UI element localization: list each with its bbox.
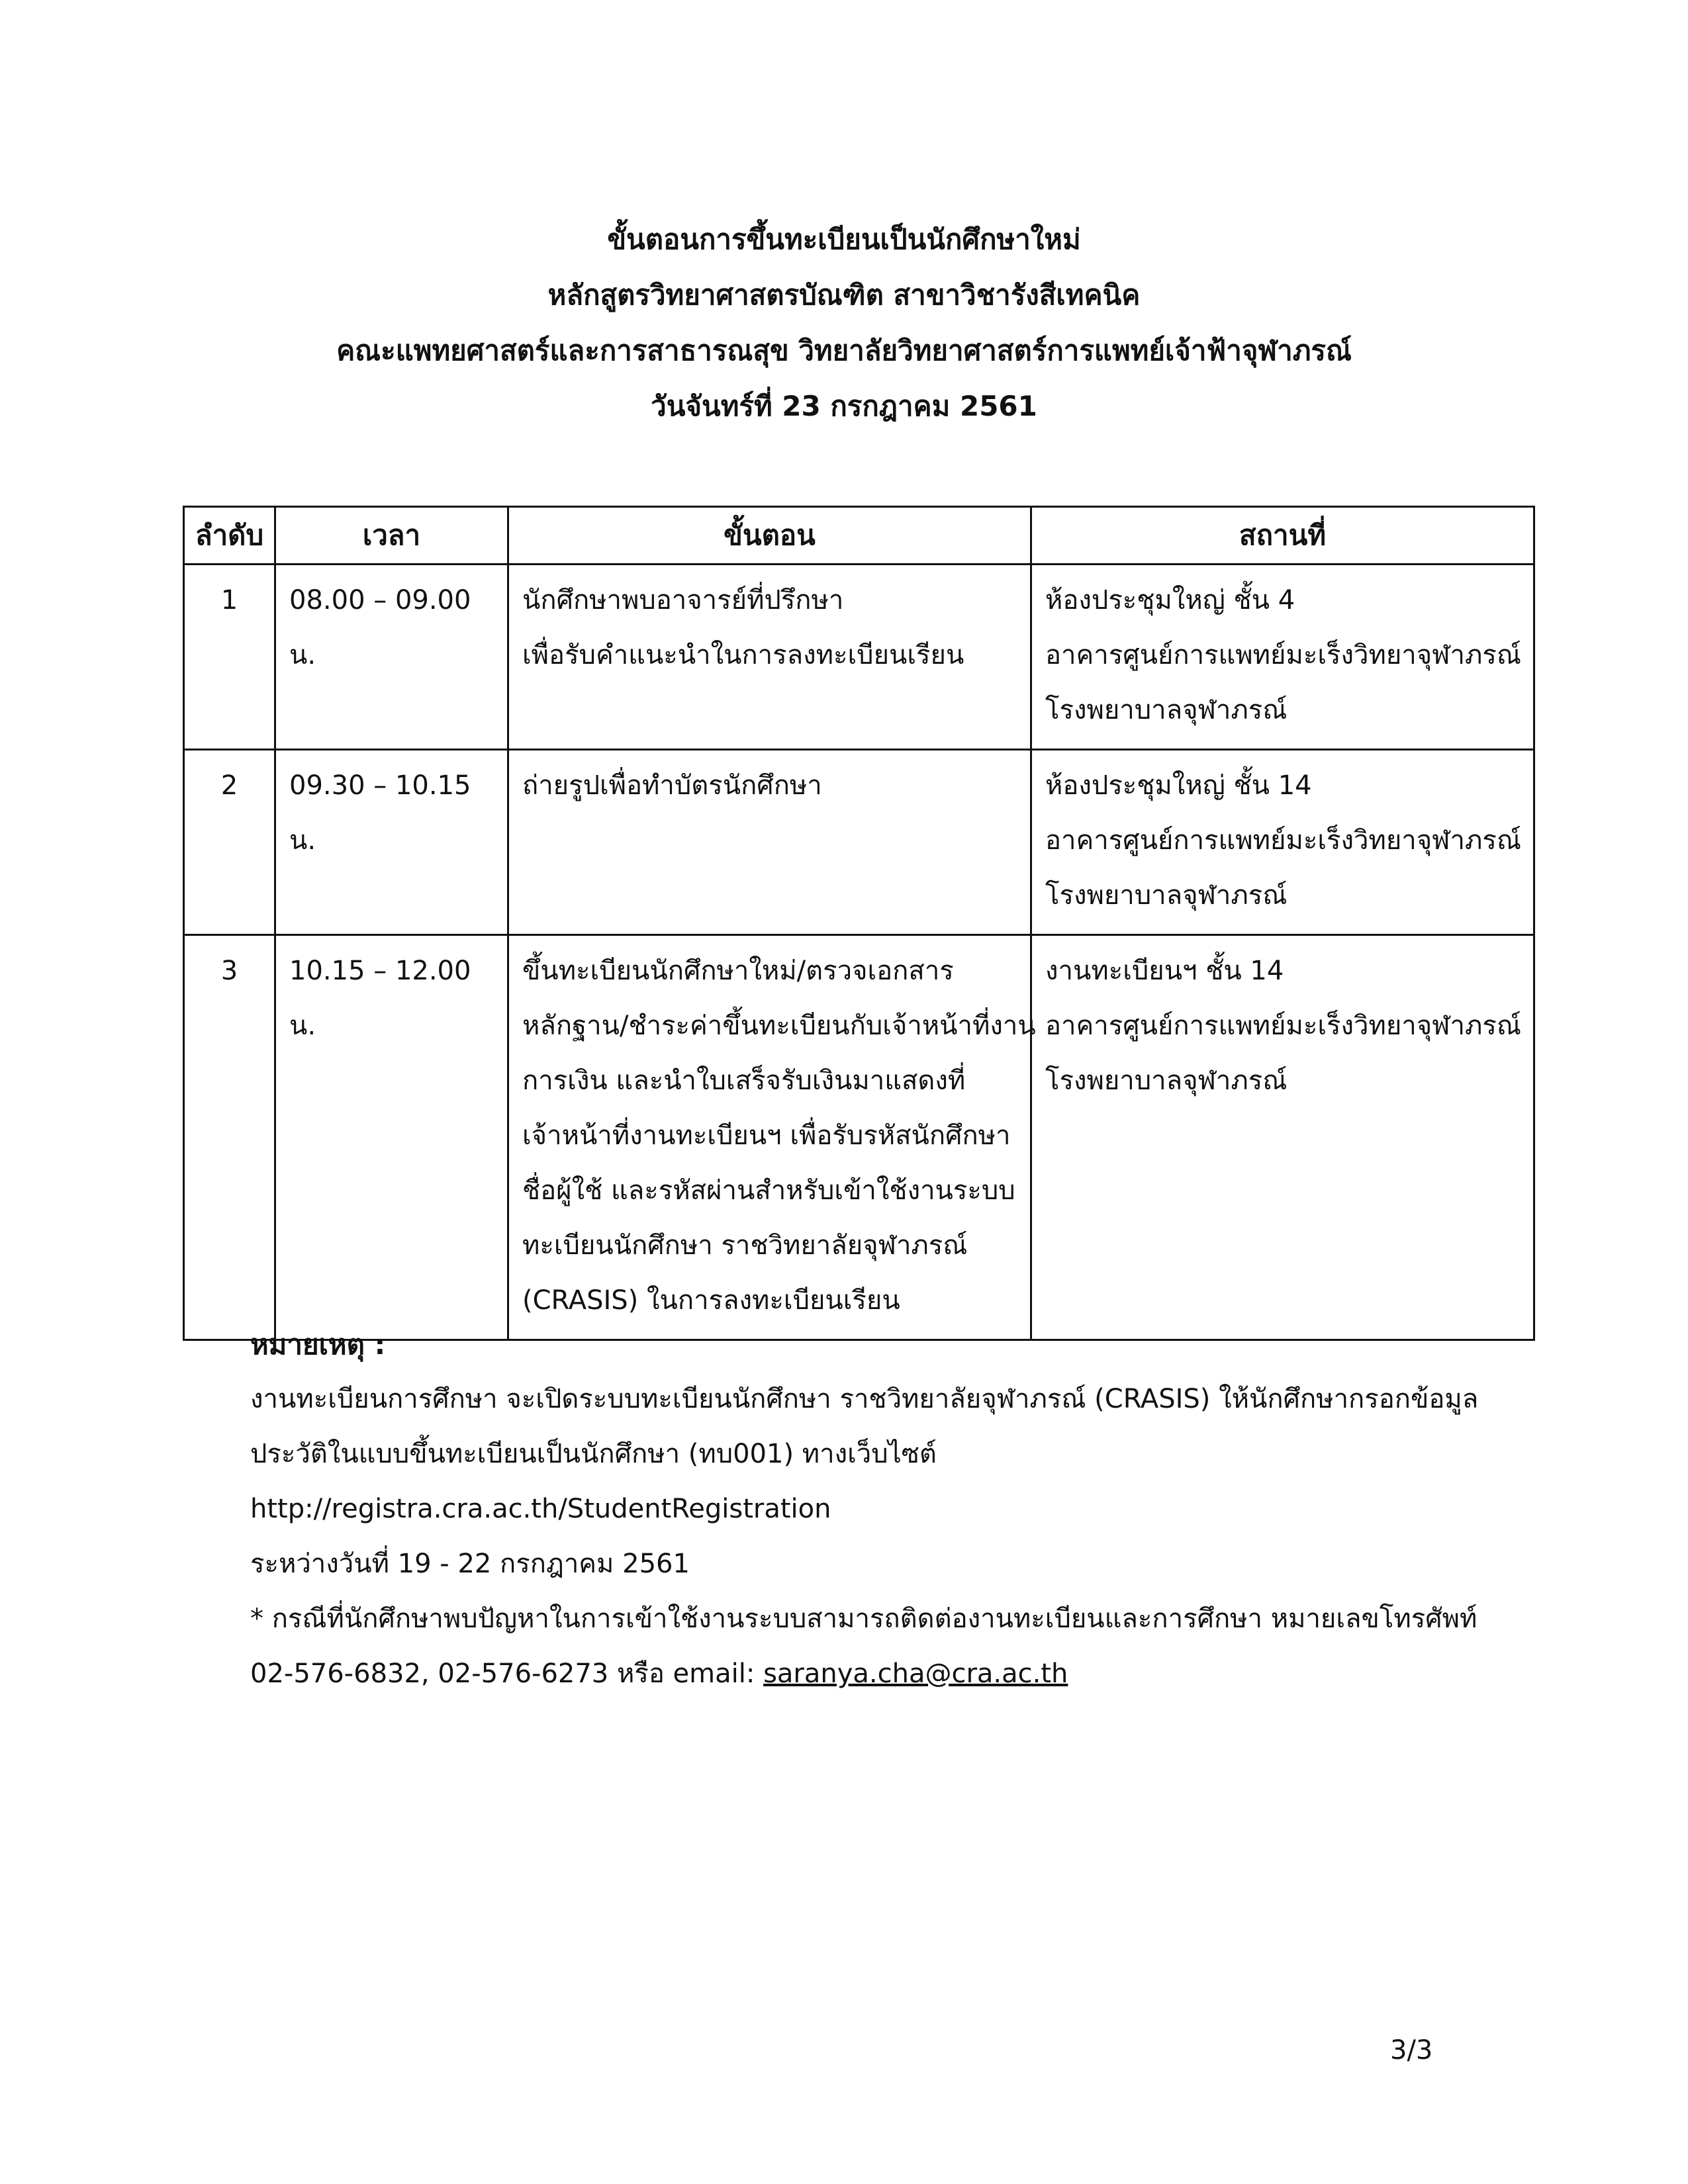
contact-email-link[interactable]: saranya.cha@cra.ac.th [763, 1659, 1068, 1689]
row-step [508, 935, 1036, 1340]
notes-line: ประวัติในแบบขึ้นทะเบียนเป็นนักศึกษา (ทบ001) ทางเว็บไซต์ http://registra.cra.ac.th/StudentRegistration [250, 1439, 937, 1524]
step-line: การเงิน และนำใบเสร็จรับเงินมาแสดงที่ [522, 1066, 966, 1096]
title-line-3: คณะแพทยศาสตร์และการสาธารณสุข วิทยาลัยวิทยาศาสตร์การแพทย์เจ้าฟ้าจุฬาภรณ์ [336, 334, 1352, 367]
header-step: ขั้นตอน [508, 507, 1031, 565]
notes-line: งานทะเบียนการศึกษา จะเปิดระบบทะเบียนนักศึกษา ราชวิทยาลัยจุฬาภรณ์ (CRASIS) ให้นักศึกษากรอกข้อมูล [250, 1384, 1479, 1414]
place-line: อาคารศูนย์การแพทย์มะเร็งวิทยาจุฬาภรณ์ [1045, 825, 1521, 856]
row-number: 3 [184, 935, 275, 1340]
row-place [1031, 750, 1534, 935]
document-title [0, 212, 1688, 434]
title-line-2: หลักสูตรวิทยาศาสตรบัณฑิต สาขาวิชารังสีเทคนิค [547, 279, 1141, 311]
header-order: ลำดับ [184, 507, 275, 565]
table-row [184, 565, 1534, 750]
step-line: นักศึกษาพบอาจารย์ที่ปรึกษา [522, 585, 844, 615]
place-line: อาคารศูนย์การแพทย์มะเร็งวิทยาจุฬาภรณ์ [1045, 1011, 1521, 1041]
notes-line: * กรณีที่นักศึกษาพบปัญหาในการเข้าใช้งานระบบสามารถติดต่องานทะเบียนและการศึกษา หมายเลขโทรศัพท์ [250, 1604, 1477, 1634]
header-place: สถานที่ [1031, 507, 1534, 565]
row-step [508, 565, 1031, 750]
table-row [184, 750, 1534, 935]
step-line: หลักฐาน/ชำระค่าขึ้นทะเบียนกับเจ้าหน้าที่งาน [522, 1011, 1036, 1041]
step-line: (CRASIS) ในการลงทะเบียนเรียน [522, 1285, 900, 1316]
place-line: งานทะเบียนฯ ชั้น 14 [1045, 956, 1284, 986]
place-line: อาคารศูนย์การแพทย์มะเร็งวิทยาจุฬาภรณ์ [1045, 640, 1521, 670]
place-line: ห้องประชุมใหญ่ ชั้น 4 [1045, 585, 1295, 615]
notes-title: หมายเหตุ : [250, 1328, 386, 1361]
notes-section [250, 1317, 1508, 1702]
place-line: โรงพยาบาลจุฬาภรณ์ [1045, 880, 1288, 911]
row-time: 09.30 – 10.15 น. [275, 750, 508, 935]
table-header-row [184, 507, 1534, 565]
header-time: เวลา [275, 507, 508, 565]
row-place [1031, 565, 1534, 750]
step-line: เพื่อรับคำแนะนำในการลงทะเบียนเรียน [522, 640, 964, 670]
row-place [1031, 935, 1534, 1340]
title-line-4: วันจันทร์ที่ 23 กรกฎาคม 2561 [651, 390, 1037, 422]
row-number: 2 [184, 750, 275, 935]
title-line-1: ขั้นตอนการขึ้นทะเบียนเป็นนักศึกษาใหม่ [607, 223, 1081, 255]
step-line: ทะเบียนนักศึกษา ราชวิทยาลัยจุฬาภรณ์ [522, 1230, 968, 1261]
contact-line [250, 1647, 1508, 1702]
row-step [508, 750, 1031, 935]
contact-phones: 02-576-6832, 02-576-6273 หรือ email: [250, 1659, 764, 1689]
step-line: เจ้าหน้าที่งานทะเบียนฯ เพื่อรับรหัสนักศึกษา [522, 1120, 1011, 1151]
place-line: ห้องประชุมใหญ่ ชั้น 14 [1045, 770, 1312, 801]
page-number: 3/3 [1390, 2035, 1433, 2066]
place-line: โรงพยาบาลจุฬาภรณ์ [1045, 695, 1288, 725]
place-line: โรงพยาบาลจุฬาภรณ์ [1045, 1066, 1288, 1096]
step-line: ชื่อผู้ใช้ และรหัสผ่านสำหรับเข้าใช้งานระบบ [522, 1175, 1015, 1206]
row-time: 08.00 – 09.00 น. [275, 565, 508, 750]
step-line: ขึ้นทะเบียนนักศึกษาใหม่/ตรวจเอกสาร [522, 956, 954, 986]
step-line: ถ่ายรูปเพื่อทำบัตรนักศึกษา [522, 770, 822, 801]
notes-line: ระหว่างวันที่ 19 - 22 กรกฎาคม 2561 [250, 1549, 690, 1579]
row-number: 1 [184, 565, 275, 750]
row-time: 10.15 – 12.00 น. [275, 935, 508, 1340]
schedule-table [183, 506, 1535, 1341]
table-row [184, 935, 1534, 1340]
